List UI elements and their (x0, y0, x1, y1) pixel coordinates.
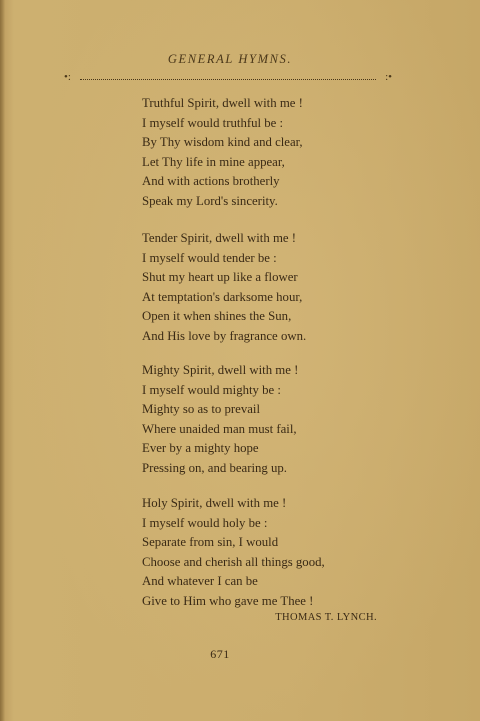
stanza-2 (142, 229, 306, 347)
verse-line: Open it when shines the Sun, (142, 309, 292, 324)
verse-line: Speak my Lord's sincerity. (142, 193, 278, 208)
verse-line: I myself would tender be : (142, 250, 277, 265)
rule-ornament-left: •: (64, 71, 71, 83)
verse-line: And with actions brotherly (142, 174, 280, 189)
verse-line: By Thy wisdom kind and clear, (142, 135, 303, 150)
running-header: GENERAL HYMNS. (167, 52, 293, 66)
stanza-1 (142, 94, 303, 212)
verse-line: Shut my heart up like a flower (142, 270, 298, 285)
verse-line: Tender Spirit, dwell with me ! (142, 231, 297, 245)
verse-line: Truthful Spirit, dwell with me ! (142, 96, 303, 110)
page-number: 671 (210, 647, 230, 661)
verse-line: Choose and cherish all things good, (142, 554, 325, 569)
hymn-author: THOMAS T. LYNCH. (275, 612, 377, 623)
verse-line: I myself would holy be : (142, 515, 268, 530)
stanza-4 (142, 494, 325, 612)
verse-line: And whatever I can be (142, 574, 258, 589)
verse-line: Mighty Spirit, dwell with me ! (142, 363, 299, 377)
verse-line: At temptation's darksome hour, (142, 289, 303, 304)
header-rule (64, 71, 392, 84)
verse-line: Holy Spirit, dwell with me ! (142, 496, 287, 510)
verse-line: Separate from sin, I would (142, 535, 279, 550)
verse-line: Pressing on, and bearing up. (142, 460, 288, 475)
verse-line: Ever by a mighty hope (142, 441, 259, 456)
verse-line: Give to Him who gave me Thee ! (142, 593, 314, 608)
stanza-3 (142, 361, 298, 479)
verse-line: And His love by fragrance own. (142, 328, 307, 343)
verse-line: Where unaided man must fail, (142, 421, 297, 436)
rule-ornament-right: :• (385, 71, 392, 83)
rule-dotted-line (80, 79, 376, 80)
verse-line: Let Thy life in mine appear, (142, 154, 285, 169)
verse-line: I myself would mighty be : (142, 382, 281, 397)
verse-line: Mighty so as to prevail (142, 402, 261, 417)
verse-line: I myself would truthful be : (142, 115, 284, 130)
